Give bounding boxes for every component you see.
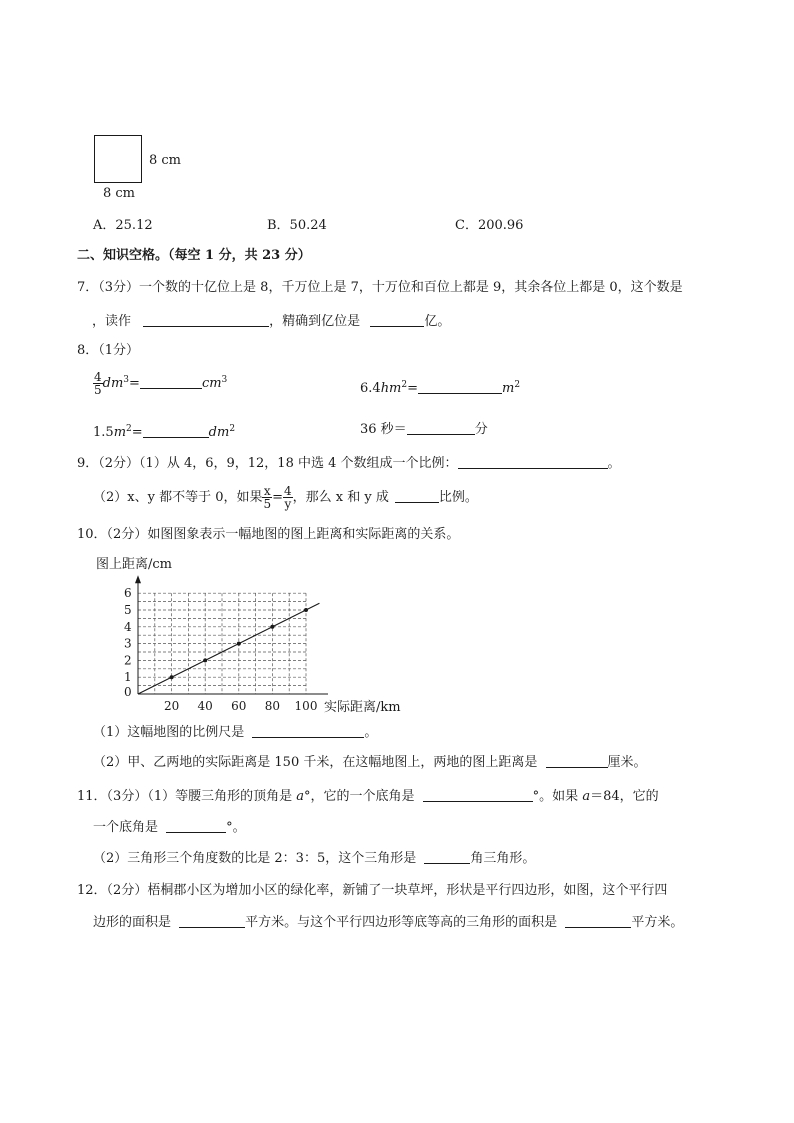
x-tick-label: 80 (264, 699, 281, 713)
data-point (237, 642, 241, 646)
data-point (270, 625, 274, 629)
q12-triangle-area-blank[interactable] (565, 914, 631, 928)
origin-label: 0 (124, 685, 132, 699)
q10-distance-blank[interactable] (546, 754, 608, 768)
square-bottom-label: 8 cm (103, 186, 136, 201)
data-point (304, 608, 308, 612)
q8-head: 8．（1分） (77, 343, 140, 358)
q10-scale-blank[interactable] (252, 724, 364, 738)
q12-parallelogram-area-blank[interactable] (179, 914, 245, 928)
q11-var-a2: a (582, 789, 591, 804)
q11-base-angle-value-blank[interactable] (166, 819, 226, 833)
distance-chart (90, 548, 420, 718)
q7-read-prefix: ，读作 (92, 314, 132, 329)
q7-unit: 亿。 (424, 314, 451, 329)
q12-line2: 边形的面积是 平方米。与这个平行四边形等底等高的三角形的面积是 平方米。 (93, 915, 684, 930)
q8-item3-blank[interactable] (143, 424, 209, 438)
square-figure (94, 135, 142, 183)
series-line (138, 603, 319, 694)
q8-item4-blank[interactable] (407, 421, 475, 435)
q7-line1: 7．（3分）一个数的十亿位上是 8，千万位上是 7，十万位和百位上都是 9，其余各位上都是 0，这个数是 (77, 280, 683, 295)
q11-sub2: （2）三角形三个角度数的比是 2：3：5，这个三角形是 角三角形。 (93, 851, 536, 866)
y-tick-label: 2 (124, 653, 132, 668)
q8-item1-unit2: cm (201, 376, 222, 391)
q10-sub1-text: （1）这幅地图的比例尺是 (93, 725, 245, 740)
q10-line1: 10．（2分）如图图象表示一幅地图的图上距离和实际距离的关系。 (77, 527, 460, 542)
q9-line2-text: （2）x、y 都不等于 0，如果 (93, 490, 263, 505)
q8-item3: $1.5m^2= dm^2$ (93, 424, 236, 440)
q11-var-a: a (296, 789, 304, 804)
y-axis-arrow (135, 575, 141, 583)
q7-read-blank[interactable] (143, 313, 269, 327)
y-tick-label: 5 (124, 603, 132, 617)
x-tick-label: 100 (294, 699, 318, 713)
q12-line1: 12．（2分）梧桐郡小区为增加小区的绿化率，新铺了一块草坪，形状是平行四边形，如图，这个平行四 (77, 883, 668, 898)
square-side-label: 8 cm (149, 153, 182, 168)
q9-line1: 9．（2分）（1）从 4，6，9，12，18 中选 4 个数组成一个比例： 。 (77, 456, 621, 471)
q9-fraction-4y: $\frac{4}{y}$ (284, 484, 292, 511)
option-b: B．50.24 (267, 218, 327, 233)
x-tick-label: 60 (231, 699, 247, 713)
q9-proportion-blank[interactable] (458, 455, 608, 469)
x-tick-label: 40 (197, 699, 213, 713)
section-title: 二、知识空格。（每空 1 分，共 23 分） (77, 248, 311, 263)
q8-item3-unit2: dm (208, 425, 230, 440)
q10-sub1: （1）这幅地图的比例尺是 。 (93, 725, 378, 740)
q9-line2: （2）x、y 都不等于 0，如果 $\frac{x}{5}$ = $\frac{4}{y}$ ，那么 x 和 y 成 比例。 (93, 484, 478, 511)
data-point (203, 658, 207, 662)
y-tick-label: 3 (124, 636, 132, 651)
y-tick-label: 6 (124, 586, 132, 601)
x-axis-label: 实际距离/km (324, 700, 401, 715)
q9-fraction-x5: $\frac{x}{5}$ (263, 484, 272, 511)
q8-item2-blank[interactable] (418, 380, 502, 394)
q7-line2 (92, 313, 450, 330)
q11-triangle-type-blank[interactable] (424, 850, 470, 864)
q11-line1: 11．（3分）（1）等腰三角形的顶角是 a°，它的一个底角是 °。如果 a＝84，它的 (77, 789, 659, 804)
q10-sub2-text: （2）甲、乙两地的实际距离是 150 千米，在这幅地图上，两地的图上距离是 (93, 755, 538, 770)
q11-base-angle-blank[interactable] (423, 788, 533, 802)
q8-item2-unit1: hm (380, 381, 402, 396)
q11-line2: 一个底角是 °。 (93, 820, 246, 835)
q11-line1-text: 11．（3分）（1）等腰三角形的顶角是 (77, 789, 293, 804)
q8-item4: 36 秒＝ 分 (360, 422, 488, 437)
y-tick-label: 1 (124, 670, 132, 685)
q8-item2-unit2: m (502, 381, 515, 396)
q8-item3-unit1: m (113, 425, 127, 440)
option-c: C．200.96 (455, 218, 524, 233)
q8-item1: $\frac{4}{5}$ $dm^3= cm^3$ (94, 370, 228, 397)
q8-item1-fraction: $\frac{4}{5}$ (94, 370, 102, 397)
q8-item1-unit1: dm (102, 376, 124, 391)
option-a: A．25.12 (93, 218, 153, 233)
q10-sub2: （2）甲、乙两地的实际距离是 150 千米，在这幅地图上，两地的图上距离是 厘米。 (93, 755, 647, 770)
q8-item1-blank[interactable] (140, 375, 202, 389)
q9-ratio-blank[interactable] (395, 489, 439, 503)
q8-item2: $6.4hm^2= m^2$ (360, 380, 521, 396)
q9-line1-text: 9．（2分）（1）从 4，6，9，12，18 中选 4 个数组成一个比例： (77, 456, 458, 471)
q7-approx-prefix: ，精确到亿位是 (269, 314, 361, 329)
y-tick-label: 4 (124, 619, 132, 634)
q7-approx-blank[interactable] (370, 313, 424, 327)
x-tick-label: 20 (163, 699, 180, 713)
data-point (170, 675, 174, 679)
y-axis-label: 图上距离/cm (96, 557, 172, 572)
